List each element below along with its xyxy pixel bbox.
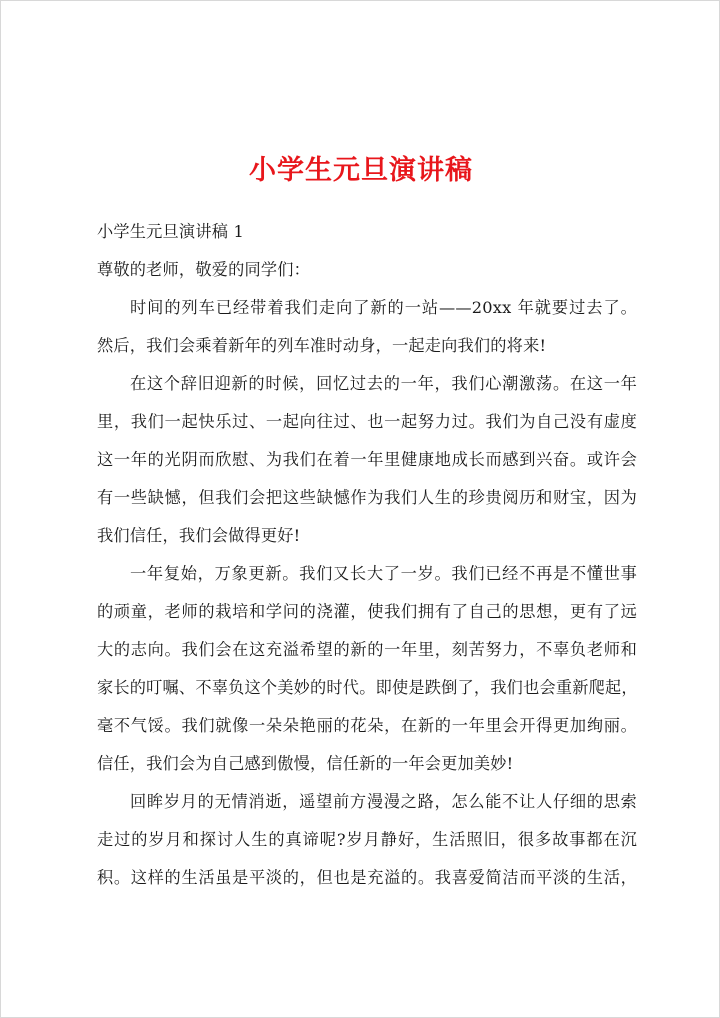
document-title: 小学生元旦演讲稿: [249, 155, 473, 186]
paragraph-line: 回眸岁月的无情消逝，遥望前方漫漫之路，怎么能不让人仔细的思索: [130, 792, 637, 811]
greeting-line: 尊敬的老师，敬爱的同学们：: [97, 260, 311, 279]
paragraph-line: 信任，我们会为自己感到傲慢，信任新的一年会更加美妙!: [97, 754, 514, 773]
paragraph-line: 一年复始，万象更新。我们又长大了一岁。我们已经不再是不懂世事: [130, 564, 637, 583]
paragraph-line: 的顽童，老师的栽培和学问的浇灌，使我们拥有了自己的思想，更有了远: [97, 602, 637, 621]
paragraph-line: 家长的叮嘱、不辜负这个美妙的时代。即使是跌倒了，我们也会重新爬起，: [97, 678, 638, 697]
paragraph-line: 大的志向。我们会在这充溢希望的新的一年里，刻苦努力，不辜负老师和: [97, 640, 637, 659]
paragraph-line: 里，我们一起快乐过、一起向往过、也一起努力过。我们为自己没有虚度: [97, 412, 637, 431]
paragraph-line: 这一年的光阴而欣慰、为我们在着一年里健康地成长而感到兴奋。或许会: [97, 450, 637, 469]
paragraph-line: 时间的列车已经带着我们走向了新的一站——20xx 年就要过去了。: [130, 298, 637, 317]
paragraph-line: 然后，我们会乘着新年的列车准时动身，一起走向我们的将来!: [97, 336, 547, 355]
paragraph-line: 在这个辞旧迎新的时候，回忆过去的一年，我们心潮激荡。在这一年: [130, 374, 637, 393]
paragraph-line: 积。这样的生活虽是平淡的，但也是充溢的。我喜爱简洁而平淡的生活，: [97, 868, 637, 887]
document-subtitle: 小学生元旦演讲稿 1: [97, 222, 244, 241]
paragraph-line: 毫不气馁。我们就像一朵朵艳丽的花朵，在新的一年里会开得更加绚丽。: [97, 716, 637, 735]
paragraph-line: 有一些缺憾，但我们会把这些缺憾作为我们人生的珍贵阅历和财宝，因为: [97, 488, 637, 507]
paragraph-line: 我们信任，我们会做得更好!: [97, 526, 301, 545]
paragraph-line: 走过的岁月和探讨人生的真谛呢?岁月静好，生活照旧，很多故事都在沉: [97, 830, 637, 849]
